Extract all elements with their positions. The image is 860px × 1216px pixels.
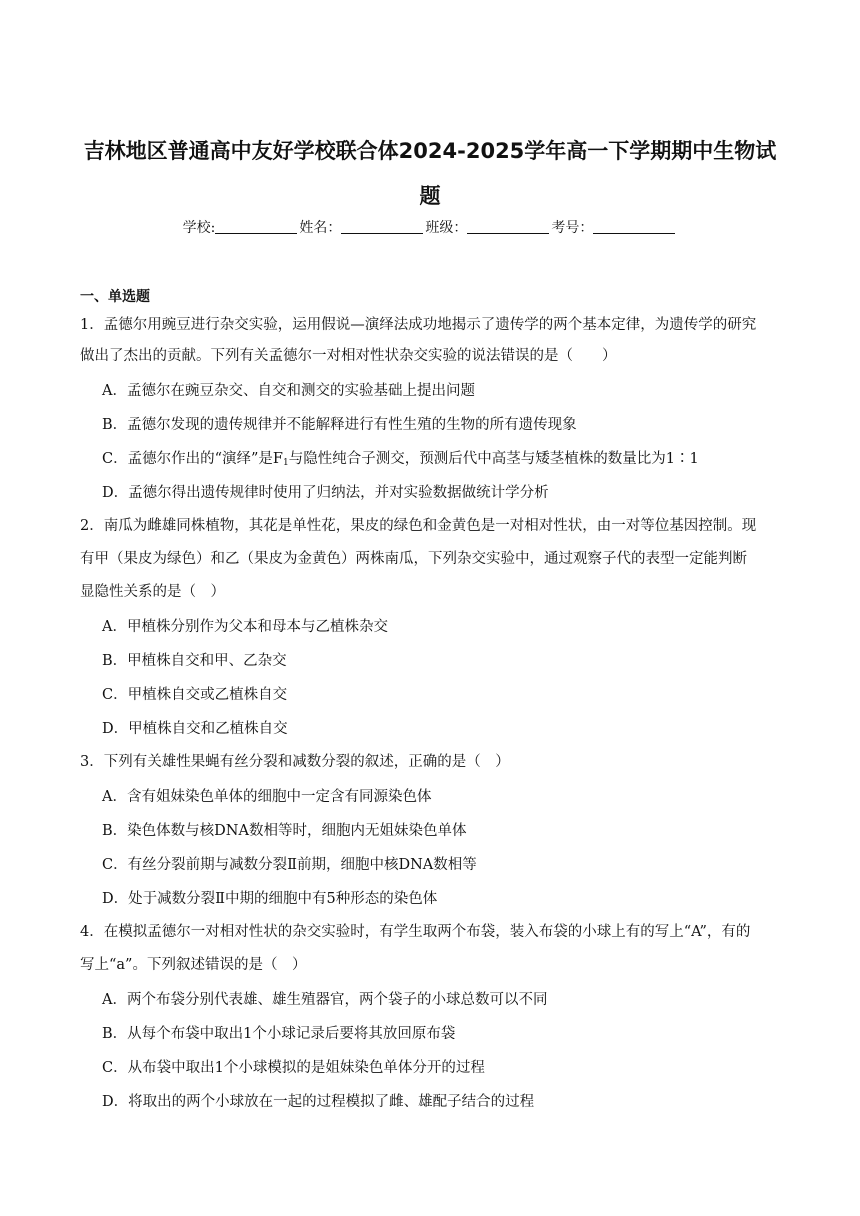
name-blank[interactable] — [341, 219, 423, 234]
exam-no-label: 考号： — [551, 220, 594, 236]
question-2-option-b: B．甲植株自交和甲、乙杂交 — [102, 653, 287, 669]
question-2-line-3: 显隐性关系的是（ ） — [80, 584, 225, 600]
question-3-option-a: A．含有姐妹染色单体的细胞中一定含有同源染色体 — [102, 789, 432, 805]
question-4-option-b: B．从每个布袋中取出1个小球记录后要将其放回原布袋 — [102, 1026, 456, 1042]
question-3-option-b: B．染色体数与核DNA数相等时，细胞内无姐妹染色单体 — [102, 823, 467, 839]
student-info-fields — [0, 218, 860, 238]
question-2-line-2: 有甲（果皮为绿色）和乙（果皮为金黄色）两株南瓜，下列杂交实验中，通过观察子代的表型一定能判断 — [80, 551, 747, 567]
question-2-option-c: C．甲植株自交或乙植株自交 — [102, 687, 288, 703]
class-blank[interactable] — [467, 219, 549, 234]
question-1-option-b: B．孟德尔发现的遗传规律并不能解释进行有性生殖的生物的所有遗传现象 — [102, 417, 577, 433]
question-3-option-d: D．处于减数分裂Ⅱ中期的细胞中有5种形态的染色体 — [102, 891, 438, 907]
question-1-line-1: 1．孟德尔用豌豆进行杂交实验，运用假说—演绎法成功地揭示了遗传学的两个基本定律，为遗传学的研究 — [80, 317, 757, 333]
question-2-line-1: 2．南瓜为雌雄同株植物，其花是单性花，果皮的绿色和金黄色是一对相对性状，由一对等位基因控制。现 — [80, 518, 757, 534]
option-c-text-start: C．孟德尔作出的“演绎”是F — [102, 451, 283, 467]
class-label: 班级： — [425, 220, 468, 236]
question-4-option-c: C．从布袋中取出1个小球模拟的是姐妹染色单体分开的过程 — [102, 1060, 485, 1076]
f1-subscript: 1 — [282, 458, 289, 468]
section-heading: 一、单选题 — [80, 289, 150, 305]
question-2-option-a: A．甲植株分别作为父本和母本与乙植株杂交 — [102, 619, 388, 635]
question-2-option-d: D．甲植株自交和乙植株自交 — [102, 721, 288, 737]
document-title-line-2: 题 — [419, 184, 441, 208]
name-label: 姓名： — [299, 220, 342, 236]
question-4-line-1: 4．在模拟孟德尔一对相对性状的杂交实验时，有学生取两个布袋，装入布袋的小球上有的写上“A”，有的 — [80, 924, 751, 940]
question-1-option-d: D．孟德尔得出遗传规律时使用了归纳法，并对实验数据做统计学分析 — [102, 485, 549, 501]
question-3-line-1: 3．下列有关雄性果蝇有丝分裂和减数分裂的叙述，正确的是（ ） — [80, 754, 510, 770]
question-4-line-2: 写上“a”。下列叙述错误的是（ ） — [80, 957, 307, 973]
question-1-line-2: 做出了杰出的贡献。下列有关孟德尔一对相对性状杂交实验的说法错误的是（ ） — [80, 348, 617, 364]
school-label: 学校: — [182, 220, 216, 236]
question-4-option-d: D．将取出的两个小球放在一起的过程模拟了雌、雄配子结合的过程 — [102, 1094, 535, 1110]
question-1-option-c — [102, 449, 699, 473]
document-title-line-1: 吉林地区普通高中友好学校联合体2024-2025学年高一下学期期中生物试 — [83, 139, 777, 163]
school-blank[interactable] — [215, 219, 297, 234]
question-4-option-a: A．两个布袋分别代表雄、雄生殖器官，两个袋子的小球总数可以不同 — [102, 992, 548, 1008]
question-1-option-a: A．孟德尔在豌豆杂交、自交和测交的实验基础上提出问题 — [102, 383, 475, 399]
question-3-option-c: C．有丝分裂前期与减数分裂Ⅱ前期，细胞中核DNA数相等 — [102, 857, 477, 873]
exam-no-blank[interactable] — [593, 219, 675, 234]
option-c-text-end: 与隐性纯合子测交，预测后代中高茎与矮茎植株的数量比为1∶1 — [288, 451, 699, 467]
